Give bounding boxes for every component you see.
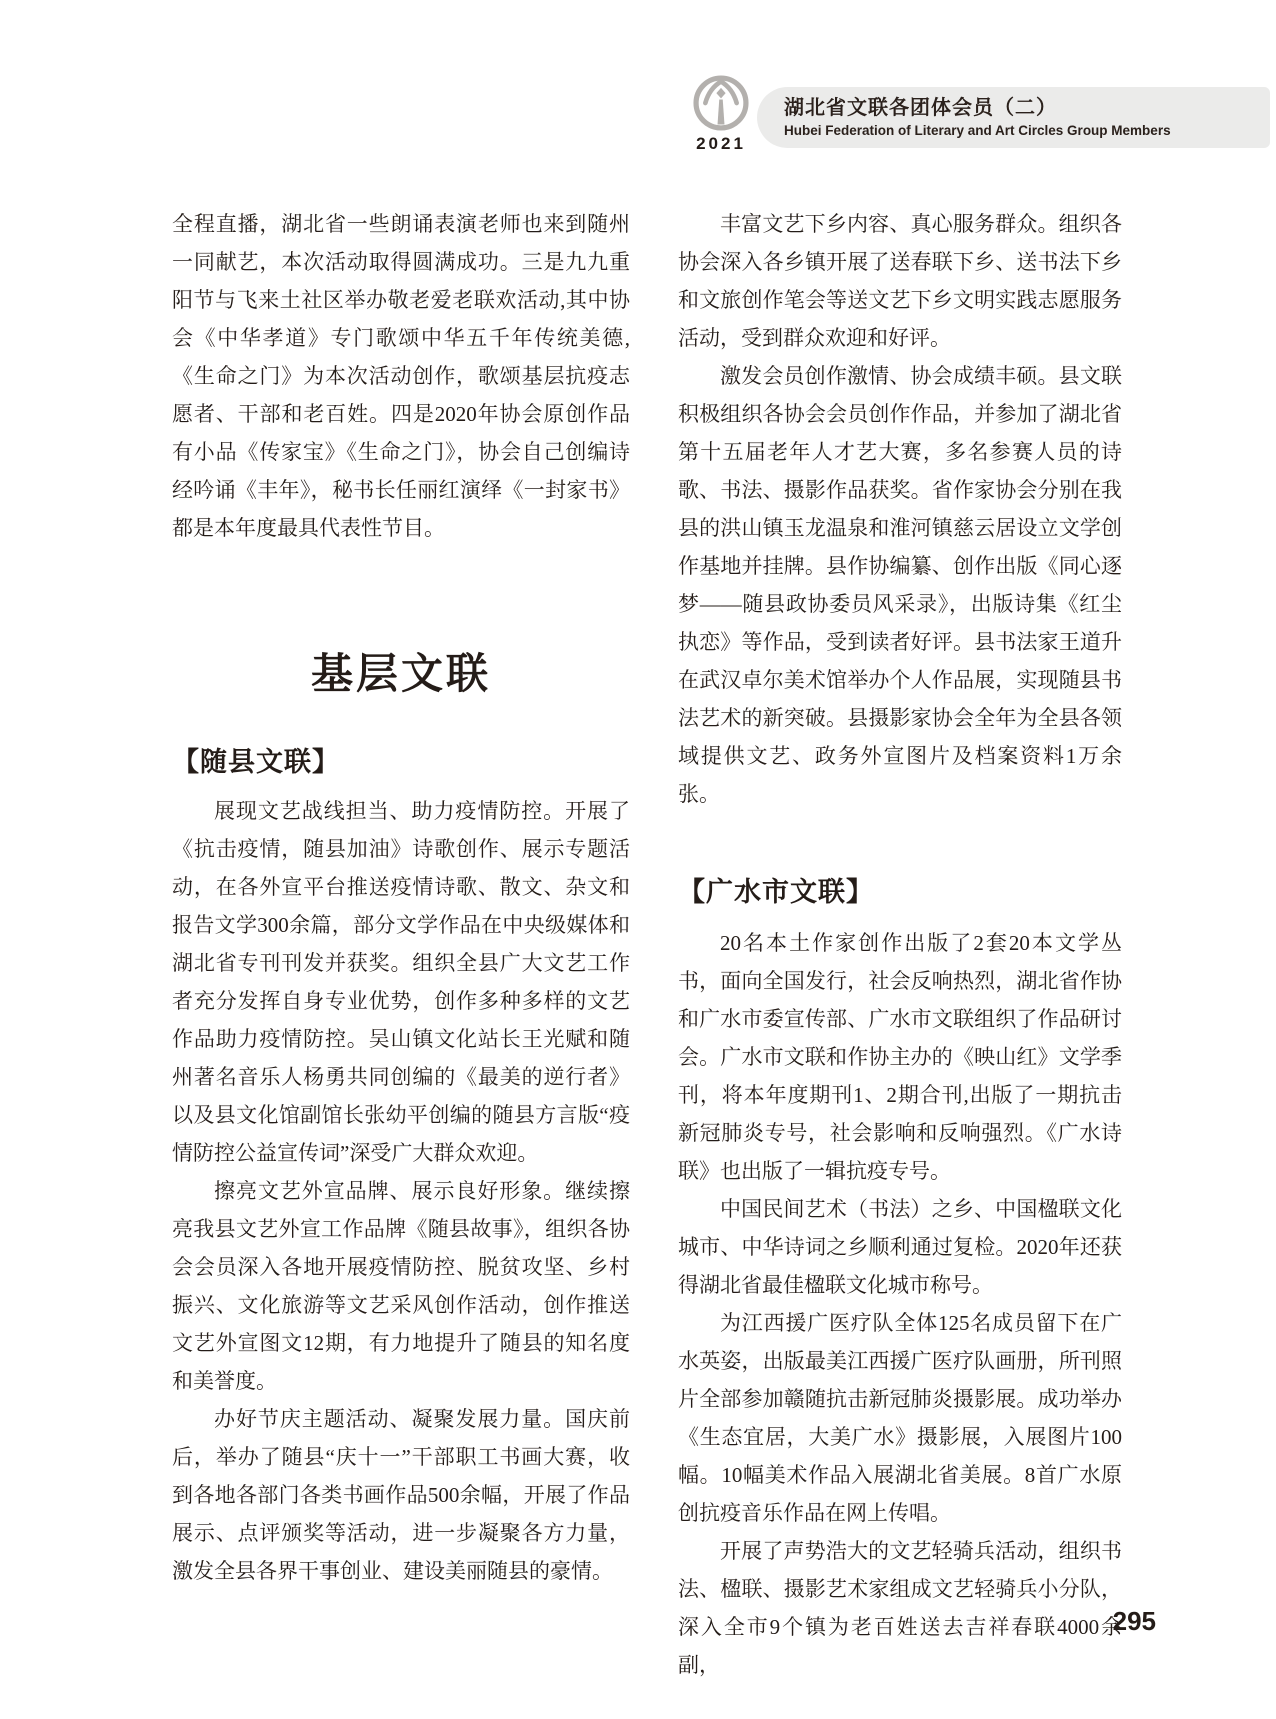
logo-block <box>680 74 762 154</box>
paragraph-right-1: 丰富文艺下乡内容、真心服务群众。组织各协会深入各乡镇开展了送春联下乡、送书法下乡和文旅创作笔会等送文艺下乡文明实践志愿服务活动，受到群众欢迎和好评。 <box>678 212 1122 350</box>
right-column <box>678 205 1122 1684</box>
paragraph-guangshui-3: 为江西援广医疗队全体125名成员留下在广水英姿，出版最美江西援广医疗队画册，所刊照片全部参加赣随抗击新冠肺炎摄影展。成功举办《生态宜居，大美广水》摄影展，入展图片100幅。10幅美术作品入展湖北省美展。8首广水原创抗疫音乐作品在网上传唱。 <box>678 1311 1122 1525</box>
paragraph-suixian-2: 擦亮文艺外宣品牌、展示良好形象。继续擦亮我县文艺外宣工作品牌《随县故事》，组织各协会会员深入各地开展疫情防控、脱贫攻坚、乡村振兴、文化旅游等文艺采风创作活动，创作推送文艺外宣图文12期，有力地提升了随县的知名度和美誉度。 <box>172 1179 630 1393</box>
paragraph-guangshui-1: 20名本土作家创作出版了2套20本文学丛书，面向全国发行，社会反响热烈，湖北省作协和广水市委宣传部、广水市文联组织了作品研讨会。广水市文联和作协主办的《映山红》文学季刊，将本年度期刊1、2期合刊,出版了一期抗击新冠肺炎专号，社会影响和反响强烈。《广水诗联》也出版了一辑抗疫专号。 <box>678 931 1122 1183</box>
header-title-cn: 湖北省文联各团体会员（二） <box>784 97 1057 119</box>
section-heading-guangshui-wenlian: 【广水市文联】 <box>678 877 874 907</box>
federation-logo-icon <box>691 74 751 132</box>
left-column <box>172 205 630 1590</box>
paragraph-guangshui-2: 中国民间艺术（书法）之乡、中国楹联文化城市、中华诗词之乡顺利通过复检。2020年还获得湖北省最佳楹联文化城市称号。 <box>678 1197 1122 1297</box>
paragraph-intro-continuation: 全程直播，湖北省一些朗诵表演老师也来到随州一同献艺，本次活动取得圆满成功。三是九九重阳节与飞来土社区举办敬老爱老联欢活动,其中协会《中华孝道》专门歌颂中华五千年传统美德,《生命之门》为本次活动创作，歌颂基层抗疫志愿者、干部和老百姓。四是2020年协会原创作品有小品《传家宝》《生命之门》，协会自己创编诗经吟诵《丰年》，秘书长任丽红演绎《一封家书》都是本年度最具代表性节目。 <box>172 212 630 540</box>
header-band <box>757 87 1270 148</box>
header-title-en: Hubei Federation of Literary and Art Circles Group Members <box>784 123 1171 138</box>
section-heading-suixian-wenlian: 【随县文联】 <box>172 747 340 777</box>
chapter-heading-jiceng-wenlian: 基层文联 <box>310 650 491 697</box>
logo-year: 2021 <box>696 134 746 153</box>
paragraph-suixian-1: 展现文艺战线担当、助力疫情防控。开展了《抗击疫情，随县加油》诗歌创作、展示专题活动，在各外宣平台推送疫情诗歌、散文、杂文和报告文学300余篇，部分文学作品在中央级媒体和湖北省专刊刊发并获奖。组织全县广大文艺工作者充分发挥自身专业优势，创作多种多样的文艺作品助力疫情防控。吴山镇文化站长王光赋和随州著名音乐人杨勇共同创编的《最美的逆行者》以及县文化馆副馆长张幼平创编的随县方言版“疫情防控公益宣传词”深受广大群众欢迎。 <box>172 799 630 1165</box>
paragraph-suixian-3: 办好节庆主题活动、凝聚发展力量。国庆前后，举办了随县“庆十一”干部职工书画大赛，收到各地各部门各类书画作品500余幅，开展了作品展示、点评颁奖等活动，进一步凝聚各方力量，激发全县各界干事创业、建设美丽随县的豪情。 <box>172 1407 630 1583</box>
paragraph-right-2: 激发会员创作激情、协会成绩丰硕。县文联积极组织各协会会员创作作品，并参加了湖北省第十五届老年人才艺大赛，多名参赛人员的诗歌、书法、摄影作品获奖。省作家协会分别在我县的洪山镇玉龙温泉和淮河镇慈云居设立文学创作基地并挂牌。县作协编纂、创作出版《同心逐梦——随县政协委员风采录》，出版诗集《红尘执恋》等作品，受到读者好评。县书法家王道升在武汉卓尔美术馆举办个人作品展，实现随县书法艺术的新突破。县摄影家协会全年为全县各领域提供文艺、政务外宣图片及档案资料1万余张。 <box>678 364 1122 806</box>
page-number: 295 <box>1112 1606 1156 1636</box>
paragraph-guangshui-4: 开展了声势浩大的文艺轻骑兵活动，组织书法、楹联、摄影艺术家组成文艺轻骑兵小分队，深入全市9个镇为老百姓送去吉祥春联4000余副， <box>678 1539 1122 1677</box>
